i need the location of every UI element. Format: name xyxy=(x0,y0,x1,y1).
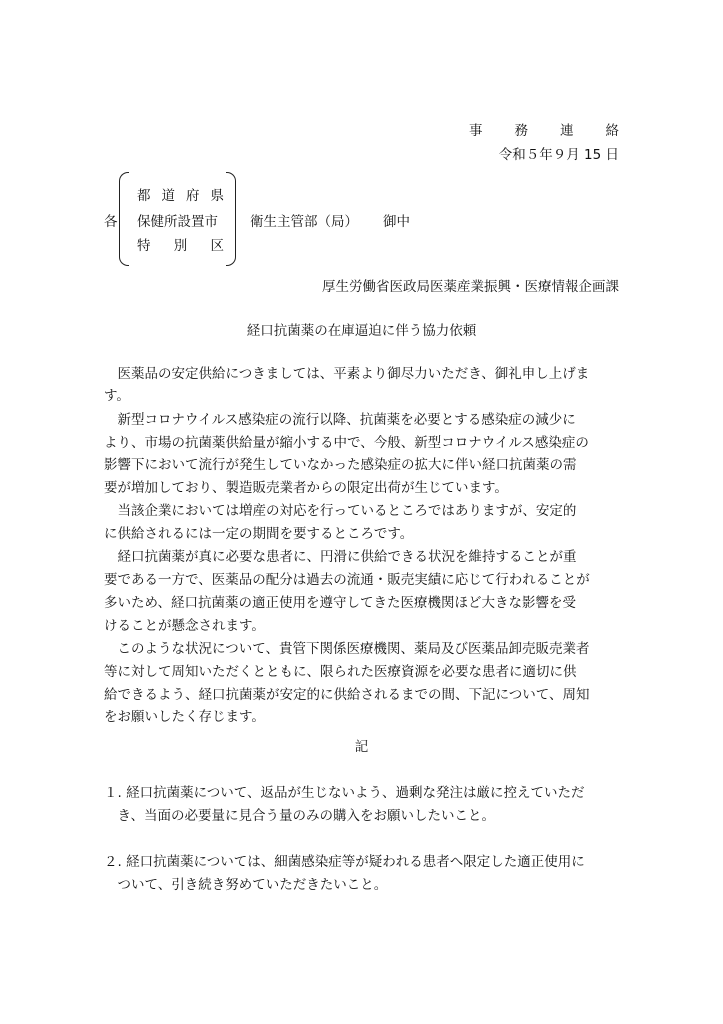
document-type xyxy=(469,122,619,140)
body-line: 給できるよう、経口抗菌薬が安定的に供給されるまでの間、下記について、周知 xyxy=(104,687,590,703)
recipient-department: 衛生主管部（局） xyxy=(250,214,358,230)
body-line: 当該企業においては増産の対応を行っているところではありますが、安定的 xyxy=(104,503,577,519)
body-line: 要が増加しており、製造販売業者からの限定出荷が生じています。 xyxy=(104,480,508,496)
recipient-health-center-cities xyxy=(137,213,224,231)
left-bracket xyxy=(119,172,129,266)
body-line: より、市場の抗菌薬供給量が縮小する中で、今般、新型コロナウイルス感染症の xyxy=(104,435,589,451)
document-type-char: 絡 xyxy=(605,123,619,139)
recipient-text: 保健所設置市 xyxy=(137,214,218,230)
body-line: 経口抗菌薬が真に必要な患者に、円滑に供給できる状況を維持することが重 xyxy=(104,549,577,565)
body-line: す。 xyxy=(104,388,130,404)
document-type-char: 務 xyxy=(514,123,528,139)
document-date: 令和５年９月 15 日 xyxy=(498,147,619,163)
recipient-char: 別 xyxy=(173,238,188,254)
body-line: 影響下において流行が発生していなかった感染症の拡大に伴い経口抗菌薬の需 xyxy=(104,457,577,473)
list-item-2-line-1: ２. 経口抗菌薬については、細菌感染症等が疑われる患者へ限定した適正使用に xyxy=(104,854,585,870)
recipient-prefectures xyxy=(137,187,224,205)
list-item-1-line-1: １. 経口抗菌薬について、返品が生じないよう、過剰な発注は厳に控えていただ xyxy=(104,785,585,801)
recipient-honorific: 御中 xyxy=(383,214,410,230)
body-line: 新型コロナウイルス感染症の流行以降、抗菌薬を必要とする感染症の減少に xyxy=(104,412,576,428)
recipient-char: 特 xyxy=(137,238,151,254)
recipient-prefix: 各 xyxy=(104,214,118,230)
body-line: 医薬品の安定供給につきましては、平素より御尽力いただき、御礼申し上げま xyxy=(104,366,590,382)
recipient-char: 都 xyxy=(137,188,151,204)
notes-heading: 記 xyxy=(354,739,369,755)
recipient-char: 道 xyxy=(161,188,175,204)
recipient-special-wards xyxy=(137,237,224,255)
body-line: 等に対して周知いただくとともに、限られた医療資源を必要な患者に適切に供 xyxy=(104,664,577,680)
body-line: けることが懸念されます。 xyxy=(104,618,265,634)
body-line: 多いため、経口抗菌薬の適正使用を遵守してきた医療機関ほど大きな影響を受 xyxy=(104,595,576,611)
recipient-char: 府 xyxy=(186,188,200,204)
sender: 厚生労働省医政局医薬産業振興・医療情報企画課 xyxy=(322,279,619,295)
recipient-char: 区 xyxy=(210,238,224,254)
list-item-2-line-2: ついて、引き続き努めていただきたいこと。 xyxy=(104,877,388,893)
document-type-char: 事 xyxy=(469,123,483,139)
body-line: このような状況について、貴管下関係医療機関、薬局及び医薬品卸売販売業者 xyxy=(104,641,590,657)
document-type-char: 連 xyxy=(560,123,574,139)
body-line: をお願いしたく存じます。 xyxy=(104,709,265,725)
body-line: に供給されるには一定の期間を要するところです。 xyxy=(104,526,414,542)
recipient-char: 県 xyxy=(210,188,224,204)
list-item-1-line-2: き、当面の必要量に見合う量のみの購入をお願いしたいこと。 xyxy=(104,808,495,824)
body-line: 要である一方で、医薬品の配分は過去の流通・販売実績に応じて行われることが xyxy=(104,572,590,588)
right-bracket xyxy=(226,172,236,266)
subject-title: 経口抗菌薬の在庫逼迫に伴う協力依頼 xyxy=(246,323,477,339)
